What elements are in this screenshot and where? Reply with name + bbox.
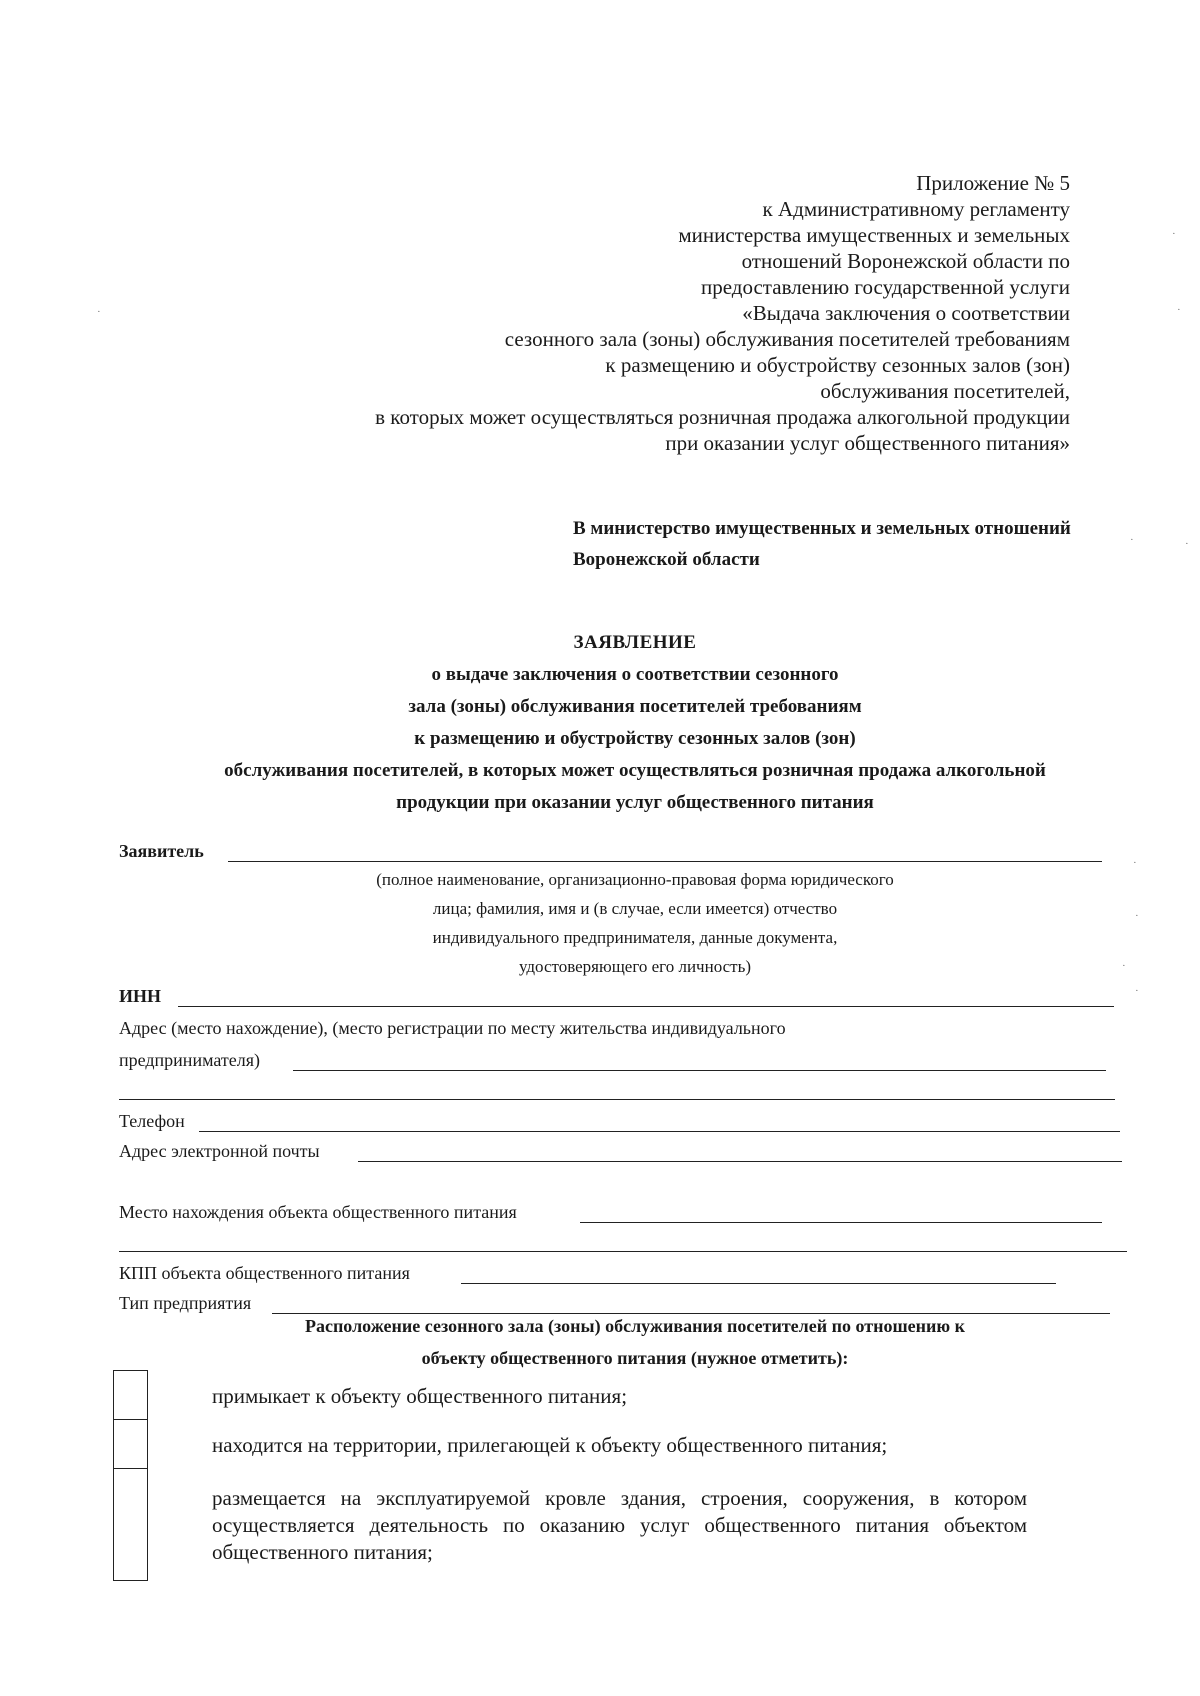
enterprise-type-label: Тип предприятия <box>119 1293 252 1313</box>
email-field-line[interactable] <box>358 1161 1122 1162</box>
hint-line: лица; фамилия, имя и (в случае, если имеется) отчество <box>432 899 838 918</box>
scan-speck: · <box>1177 304 1181 316</box>
option-checkbox-roof[interactable] <box>113 1468 148 1581</box>
title-line: обслуживания посетителей, в которых может осуществляться розничная продажа алкогольной <box>224 760 1046 781</box>
address-label-line2: предпринимателя) <box>119 1050 260 1070</box>
address-field-line[interactable] <box>293 1070 1106 1071</box>
email-label: Адрес электронной почты <box>119 1141 320 1161</box>
option-text: находится на территории, прилегающей к объекту общественного питания; <box>212 1433 888 1457</box>
applicant-field-line[interactable] <box>228 861 1102 862</box>
facility-location-field-line[interactable] <box>580 1222 1102 1223</box>
scan-speck: · <box>1122 960 1126 972</box>
location-heading-line: объекту общественного питания (нужное отметить): <box>421 1348 849 1368</box>
inn-field-line[interactable] <box>178 1006 1114 1007</box>
scan-speck: · <box>1185 538 1189 550</box>
appendix-line: министерства имущественных и земельных <box>678 223 1070 247</box>
inn-label: ИНН <box>119 986 162 1006</box>
option-text: размещается на эксплуатируемой кровле здания, строения, сооружения, в котором осуществляется деятельность по оказанию услуг общественного питания объектом общественного питания; <box>212 1486 1027 1564</box>
title-line: продукции при оказании услуг общественного питания <box>396 792 874 813</box>
appendix-header <box>375 170 1070 456</box>
location-heading-line: Расположение сезонного зала (зоны) обслуживания посетителей по отношению к <box>304 1316 966 1336</box>
title-line: к размещению и обустройству сезонных залов (зон) <box>414 728 856 749</box>
addressee-block <box>573 513 1071 575</box>
appendix-line: предоставлению государственной услуги <box>701 275 1070 299</box>
kpp-label: КПП объекта общественного питания <box>119 1263 410 1283</box>
appendix-line: отношений Воронежской области по <box>741 249 1070 273</box>
scan-speck: · <box>1133 857 1137 869</box>
hint-line: удостоверяющего его личность) <box>518 957 752 976</box>
addressee-line: В министерство имущественных и земельных отношений <box>573 518 1071 539</box>
appendix-line: к размещению и обустройству сезонных залов (зон) <box>605 353 1070 377</box>
address-label-line1: Адрес (место нахождение), (место регистрации по месту жительства индивидуального <box>119 1018 786 1038</box>
phone-label: Телефон <box>119 1111 185 1131</box>
title-main: ЗАЯВЛЕНИЕ <box>573 632 697 653</box>
option-checkbox-adjacent[interactable] <box>113 1370 148 1421</box>
scan-speck: · <box>1130 534 1134 546</box>
facility-location-field-line-2[interactable] <box>119 1251 1127 1252</box>
appendix-line: в которых может осуществляться розничная продажа алкогольной продукции <box>375 405 1070 429</box>
kpp-field-line[interactable] <box>461 1283 1056 1284</box>
scan-speck: · <box>97 306 101 318</box>
appendix-line: обслуживания посетителей, <box>820 379 1070 403</box>
option-checkbox-adjacent-territory[interactable] <box>113 1419 148 1470</box>
hint-line: индивидуального предпринимателя, данные документа, <box>432 928 838 947</box>
title-line: о выдаче заключения о соответствии сезонного <box>431 664 839 685</box>
option-text: примыкает к объекту общественного питания; <box>212 1384 628 1408</box>
location-section-heading <box>0 1310 1200 1374</box>
appendix-line: «Выдача заключения о соответствии <box>742 301 1070 325</box>
phone-field-line[interactable] <box>199 1131 1120 1132</box>
applicant-label: Заявитель <box>119 841 204 861</box>
appendix-line: сезонного зала (зоны) обслуживания посетителей требованиям <box>504 327 1070 351</box>
addressee-line: Воронежской области <box>573 549 760 570</box>
address-field-line-2[interactable] <box>119 1099 1115 1100</box>
hint-line: (полное наименование, организационно-правовая форма юридического <box>376 870 894 889</box>
appendix-line: Приложение № 5 <box>916 171 1070 195</box>
title-line: зала (зоны) обслуживания посетителей требованиям <box>408 696 862 717</box>
applicant-hint <box>0 865 1200 981</box>
facility-location-label: Место нахождения объекта общественного питания <box>119 1202 517 1222</box>
document-title <box>0 627 1200 819</box>
appendix-line: при оказании услуг общественного питания» <box>665 431 1070 455</box>
scan-speck: · <box>1135 985 1139 997</box>
scan-speck: · <box>1135 910 1139 922</box>
scan-speck: · <box>1172 228 1176 240</box>
appendix-line: к Административному регламенту <box>762 197 1070 221</box>
